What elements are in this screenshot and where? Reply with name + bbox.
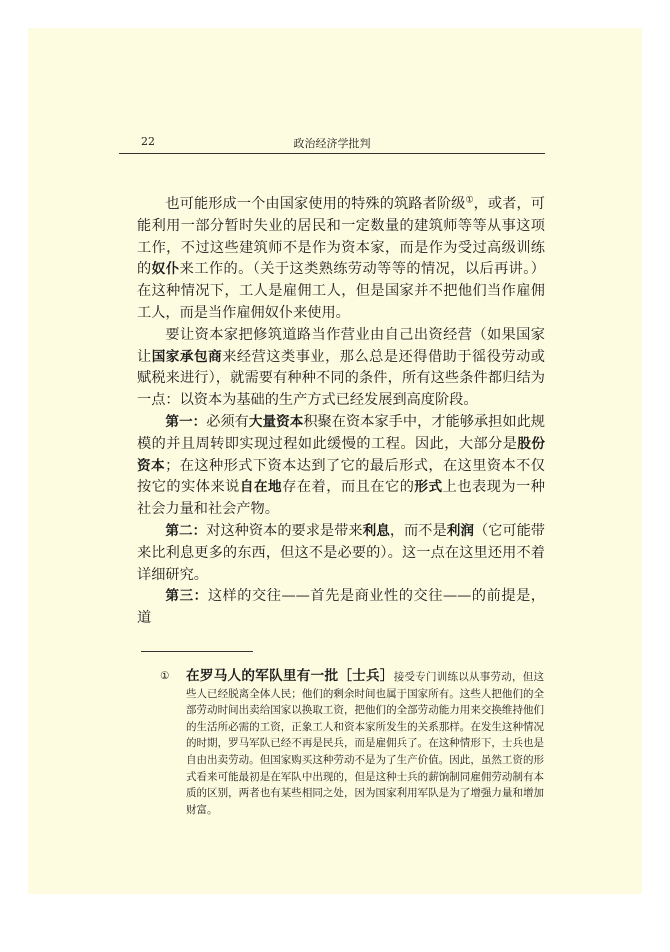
text-run: 接受专门训练以从事劳动，但这些人已经脱离全体人民；他们的剩余时间也属于国家所有。这些人把他们的全部劳动时间出卖给国家以换取工资，把他们的全部劳动能力用来交换维持他们的生活所必需的工资，正象工人和资本家所发生的关系那样。在发生这种情况的时期，罗马军队已经不再是民兵，而是雇佣兵了。在这种情形下，士兵也是自由出卖劳动。但国家购买这种劳动不是为了生产价值。因此，虽然工资的形式看来可能最初是在军队中出现的，但是这种士兵的薪饷制同雇佣劳动制有本质的区别，两者也有某些相同之处，因为国家利用军队是为了增强力量和增加财富。 <box>186 671 545 816</box>
text-run: 存在着，而且在它的 <box>282 479 415 496</box>
footnote <box>160 668 544 818</box>
emphasized-text: 自在地 <box>239 479 283 496</box>
emphasized-text: 利润 <box>446 522 474 539</box>
text-run: （它可能带来比利息更多的东西，但这不是必要的）。这一点在这里还用不着详细研究。 <box>137 522 545 583</box>
emphasized-text: 奴仆 <box>151 261 180 278</box>
emphasized-text: 国家承包商 <box>151 348 223 365</box>
text-run: 积聚在资本家手中，才能够承担如此规模的并且周转即实现过程如此缓慢的工程。因此，大部分是 <box>137 413 545 452</box>
emphasized-text: 大量资本 <box>248 413 304 430</box>
text-run: 这样的交往——首先是商业性的交往——的前提是，道 <box>137 588 545 627</box>
paragraph <box>137 325 545 412</box>
text-run: 来工作的。（关于这类熟练劳动等等的情况，以后再讲。）在这种情况下，工人是雇佣工人，但是国家并不把他们当作雇佣工人，而是当作雇佣奴仆来使用。 <box>137 261 545 321</box>
emphasized-text: 形式 <box>414 479 443 496</box>
page-number: 22 <box>141 135 155 148</box>
paragraph <box>137 412 545 521</box>
emphasized-text: 第一： <box>165 413 207 430</box>
emphasized-text: 在罗马人的军队里有一批［士兵］ <box>186 668 394 684</box>
emphasized-text: 利息 <box>362 522 390 539</box>
footnote-divider <box>141 651 253 652</box>
text-run: 来经营这类事业，那么总是还得借助于徭役劳动或赋税来进行），就需要有种种不同的条件，所有这些条件都归结为一点：以资本为基础的生产方式已经发展到高度阶段。 <box>137 348 545 409</box>
emphasized-text: 第三： <box>165 588 208 605</box>
emphasized-text: 第二： <box>165 522 207 539</box>
paragraph <box>137 521 545 586</box>
footnote-ref: ① <box>465 195 474 206</box>
emphasized-text: 股份资本 <box>137 435 545 474</box>
text-run: ，或者，可能利用一部分暂时失业的居民和一定数量的建筑师等等从事这项工作，不过这些建筑师不是作为资本家，而是作为受过高级训练的 <box>137 196 545 278</box>
text-run: 必须有 <box>206 413 249 430</box>
running-title: 政治经济学批判 <box>293 137 371 150</box>
text-run: ，而不是 <box>389 522 447 539</box>
paragraph <box>137 586 545 630</box>
text-run: 要让资本家把修筑道路当作营业由自己出资经营（如果国家让 <box>137 326 545 365</box>
page-header <box>119 131 545 154</box>
text-run: 也可能形成一个由国家使用的特殊的筑路者阶级 <box>165 196 466 212</box>
text-run: ；在这种形式下资本达到了它的最后形式，在这里资本不仅按它的实体来说 <box>137 457 545 496</box>
body-text <box>137 194 545 630</box>
footnote-marker: ① <box>160 670 170 682</box>
text-run: 对这种资本的要求是带来 <box>206 522 363 539</box>
text-run: 上也表现为一种社会力量和社会产物。 <box>137 479 545 518</box>
footnote-text <box>186 668 544 818</box>
paragraph <box>137 194 545 325</box>
